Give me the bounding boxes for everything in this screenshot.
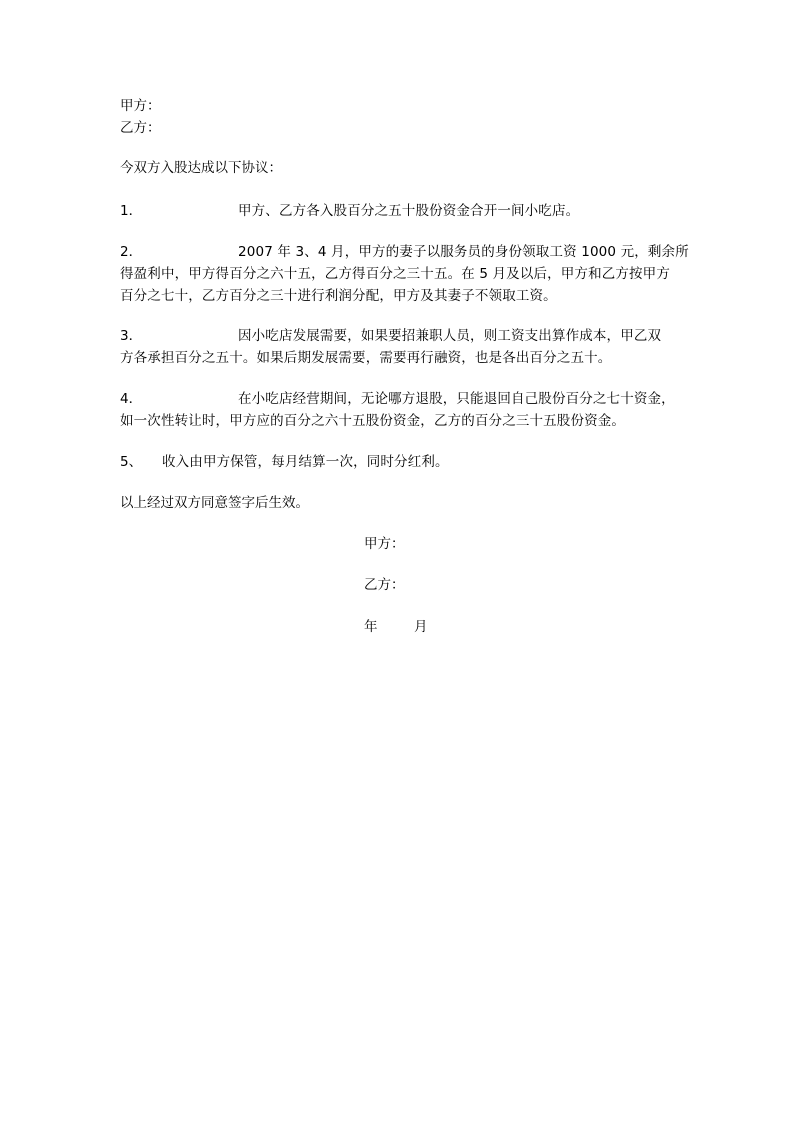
signature-party-b-label: 乙方： bbox=[364, 577, 405, 593]
clause-1-number: 1． bbox=[120, 203, 143, 219]
header-party-a-label: 甲方： bbox=[120, 98, 161, 114]
clause-3-line-1: 因小吃店发展需要，如果要招兼职人员，则工资支出算作成本，甲乙双 bbox=[238, 328, 662, 344]
clause-4-line-1: 在小吃店经营期间，无论哪方退股，只能退回自己股份百分之七十资金， bbox=[238, 391, 675, 407]
clause-2-line-2: 得盈利中，甲方得百分之六十五，乙方得百分之三十五。在 5 月及以后，甲方和乙方按甲方 bbox=[120, 266, 670, 282]
signature-month-label: 月 bbox=[414, 619, 428, 635]
clause-2-number: 2． bbox=[120, 244, 143, 260]
clause-4-line-2: 如一次性转让时，甲方应的百分之六十五股份资金，乙方的百分之三十五股份资金。 bbox=[120, 413, 626, 429]
header-party-b-label: 乙方： bbox=[120, 120, 161, 136]
clause-1-line-1: 甲方、乙方各入股百分之五十股份资金合开一间小吃店。 bbox=[238, 203, 580, 219]
clause-3-number: 3． bbox=[120, 328, 143, 344]
closing-statement: 以上经过双方同意签字后生效。 bbox=[120, 495, 309, 511]
signature-party-a-label: 甲方： bbox=[364, 536, 405, 552]
clause-3-line-2: 方各承担百分之五十。如果后期发展需要，需要再行融资，也是各出百分之五十。 bbox=[120, 350, 612, 366]
clause-2-line-1: 2007 年 3、4 月，甲方的妻子以服务员的身份领取工资 1000 元，剩余所 bbox=[238, 244, 689, 260]
signature-year-label: 年 bbox=[364, 619, 378, 635]
clause-5-line-1: 收入由甲方保管，每月结算一次，同时分红利。 bbox=[162, 454, 449, 470]
clause-4-number: 4． bbox=[120, 391, 143, 407]
agreement-intro: 今双方入股达成以下协议： bbox=[120, 160, 282, 176]
clause-2-line-3: 百分之七十，乙方百分之三十进行利润分配，甲方及其妻子不领取工资。 bbox=[120, 288, 557, 304]
clause-5-number: 5、 bbox=[120, 454, 143, 470]
